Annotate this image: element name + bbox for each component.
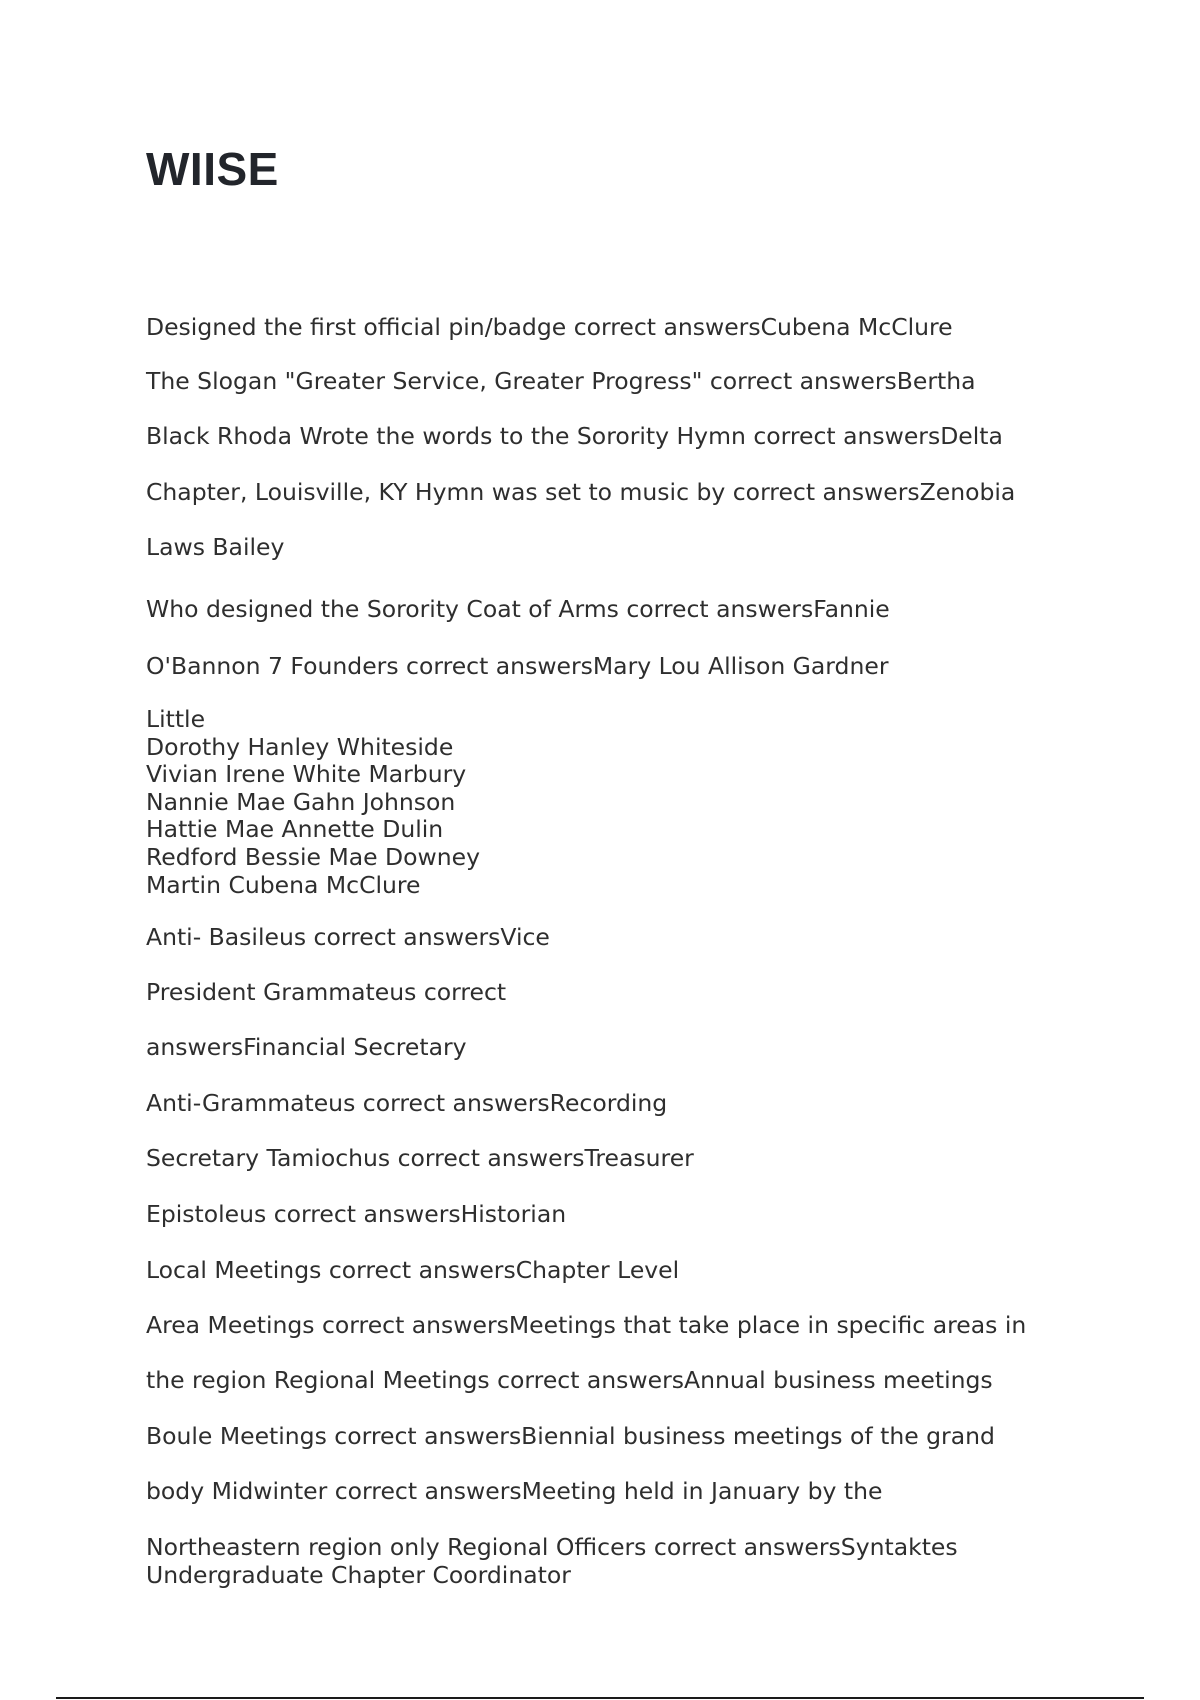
founder-line: Hattie Mae Annette Dulin: [146, 815, 444, 844]
text-line: Anti-Grammateus correct answersRecording: [146, 1089, 668, 1117]
text-line: Laws Bailey: [146, 533, 285, 561]
text-line: Chapter, Louisville, KY Hymn was set to music by correct answersZenobia: [146, 478, 1016, 506]
text-line: Boule Meetings correct answersBiennial business meetings of the grand: [146, 1422, 995, 1450]
page-title: WIISE: [146, 143, 279, 195]
founders-list: [146, 706, 480, 899]
text-line: O'Bannon 7 Founders correct answersMary Lou Allison Gardner: [146, 652, 889, 680]
text-line: Designed the first official pin/badge correct answersCubena McClure: [146, 313, 953, 341]
founder-line: Martin Cubena McClure: [146, 870, 421, 899]
text-line: Secretary Tamiochus correct answersTreasurer: [146, 1144, 694, 1172]
text-line: Northeastern region only Regional Officers correct answersSyntaktes: [146, 1533, 958, 1561]
text-line: Black Rhoda Wrote the words to the Sorority Hymn correct answersDelta: [146, 422, 1003, 450]
founder-line: Little: [146, 705, 206, 733]
text-line: Epistoleus correct answersHistorian: [146, 1200, 567, 1228]
founder-line: Nannie Mae Gahn Johnson: [146, 787, 456, 816]
text-line: Area Meetings correct answersMeetings that take place in specific areas in: [146, 1311, 1027, 1339]
text-line: President Grammateus correct: [146, 978, 507, 1006]
text-line: Who designed the Sorority Coat of Arms correct answersFannie: [146, 595, 890, 623]
text-line: body Midwinter correct answersMeeting held in January by the: [146, 1477, 883, 1505]
text-line: Anti- Basileus correct answersVice: [146, 923, 550, 951]
bottom-divider: [56, 1697, 1144, 1699]
founder-line: Redford Bessie Mae Downey: [146, 842, 481, 871]
text-line: the region Regional Meetings correct answersAnnual business meetings: [146, 1366, 993, 1394]
text-line: Local Meetings correct answersChapter Level: [146, 1256, 680, 1284]
closing-text-block: [146, 1534, 958, 1589]
founder-line: Dorothy Hanley Whiteside: [146, 732, 454, 761]
text-line: Undergraduate Chapter Coordinator: [146, 1560, 571, 1589]
text-line: answersFinancial Secretary: [146, 1033, 467, 1061]
founder-line: Vivian Irene White Marbury: [146, 760, 467, 789]
text-line: The Slogan "Greater Service, Greater Progress" correct answersBertha: [146, 367, 976, 395]
